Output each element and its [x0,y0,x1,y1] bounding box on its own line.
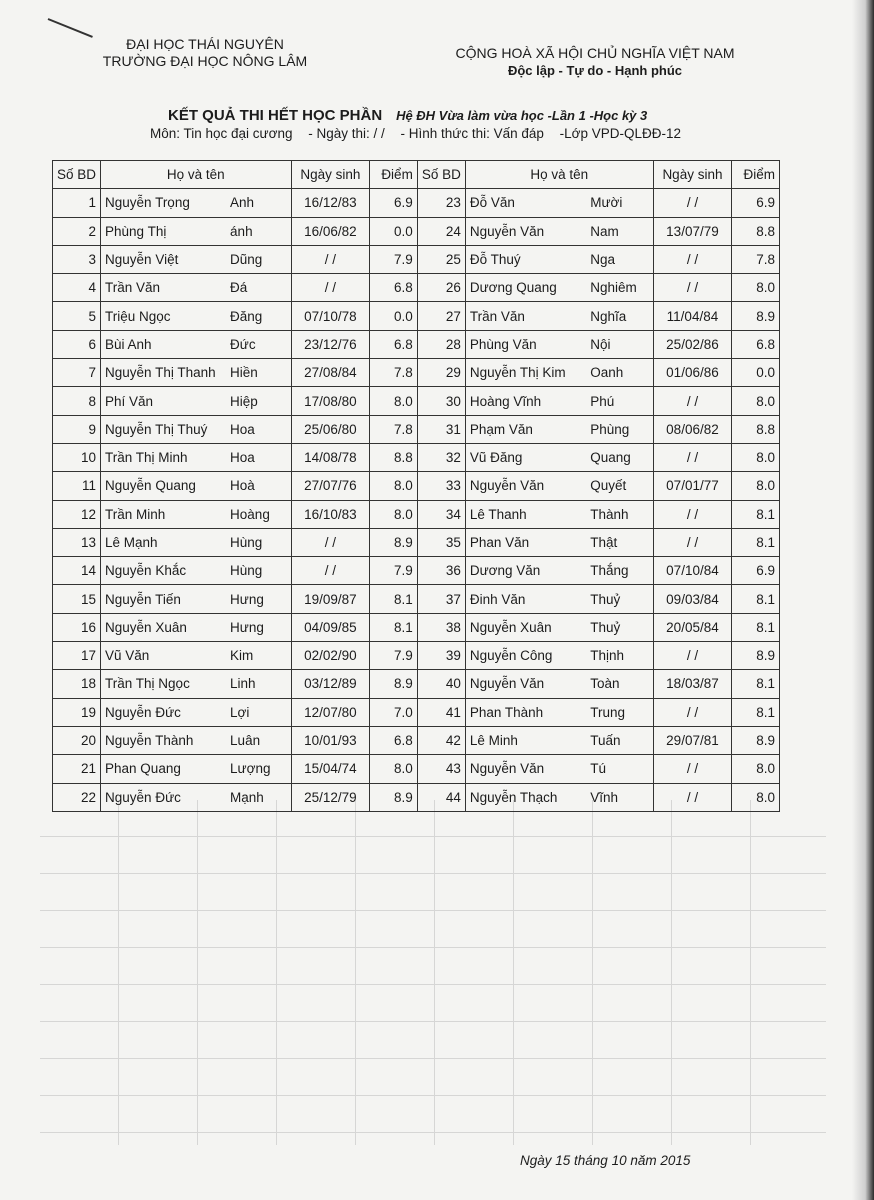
student-number: 43 [417,755,465,783]
student-score: 8.1 [732,500,780,528]
student-score: 8.0 [370,755,418,783]
student-number: 31 [417,415,465,443]
student-given-name: Quyết [586,472,653,500]
table-row [53,585,780,613]
student-dob: / / [653,274,732,302]
student-family-name: Lê Mạnh [101,528,227,556]
student-family-name: Nguyễn Thị Kim [465,359,586,387]
student-family-name: Nguyễn Tiến [101,585,227,613]
student-number: 30 [417,387,465,415]
student-given-name: Đức [226,330,291,358]
student-family-name: Nguyễn Xuân [101,613,227,641]
student-given-name: Nghĩa [586,302,653,330]
student-number: 23 [417,189,465,217]
table-row [53,245,780,273]
student-dob: 27/08/84 [291,359,370,387]
student-dob: / / [653,755,732,783]
student-given-name: Hưng [226,585,291,613]
student-score: 8.9 [370,783,418,811]
student-score: 8.0 [732,783,780,811]
student-given-name: Thuỷ [586,585,653,613]
student-score: 7.9 [370,245,418,273]
title-sub: Hệ ĐH Vừa làm vừa học -Lần 1 -Học kỳ 3 [396,108,648,123]
student-given-name: Kim [226,642,291,670]
table-header-row [53,161,780,189]
table-row [53,500,780,528]
student-family-name: Nguyễn Xuân [465,613,586,641]
table-row [53,387,780,415]
student-dob: 16/12/83 [291,189,370,217]
student-family-name: Dương Quang [465,274,586,302]
student-dob: / / [653,528,732,556]
student-number: 5 [53,302,101,330]
student-family-name: Đỗ Thuý [465,245,586,273]
student-score: 8.1 [370,613,418,641]
student-dob: 25/06/80 [291,415,370,443]
student-score: 8.0 [732,443,780,471]
student-number: 28 [417,330,465,358]
student-family-name: Phí Văn [101,387,227,415]
student-dob: 13/07/79 [653,217,732,245]
student-family-name: Đinh Văn [465,585,586,613]
table-row [53,557,780,585]
student-dob: 07/01/77 [653,472,732,500]
student-score: 8.9 [370,670,418,698]
col-header-score: Điểm [370,161,418,189]
student-family-name: Trần Thị Minh [101,443,227,471]
col-header-score: Điểm [732,161,780,189]
student-given-name: Oanh [586,359,653,387]
student-number: 41 [417,698,465,726]
student-score: 8.0 [370,500,418,528]
exam-format-label: - Hình thức thi: Vấn đáp [400,126,544,141]
student-score: 8.1 [732,698,780,726]
student-number: 16 [53,613,101,641]
results-table [52,160,780,812]
table-row [53,783,780,811]
header-right [440,44,750,80]
student-dob: / / [291,245,370,273]
subject-label: Môn: Tin học đại cương [150,126,293,141]
student-given-name: Toàn [586,670,653,698]
student-family-name: Nguyễn Việt [101,245,227,273]
student-score: 8.8 [732,217,780,245]
student-given-name: Hiệp [226,387,291,415]
university-name: ĐẠI HỌC THÁI NGUYÊN [126,36,284,52]
student-score: 8.9 [732,726,780,754]
student-number: 33 [417,472,465,500]
student-number: 27 [417,302,465,330]
student-given-name: Thành [586,500,653,528]
student-family-name: Lê Thanh [465,500,586,528]
student-score: 8.0 [732,472,780,500]
student-score: 8.9 [732,642,780,670]
student-dob: / / [291,557,370,585]
student-score: 7.8 [732,245,780,273]
document-title [168,107,647,124]
table-row [53,472,780,500]
student-number: 8 [53,387,101,415]
student-dob: / / [653,783,732,811]
table-row [53,359,780,387]
student-dob: 27/07/76 [291,472,370,500]
student-given-name: Lợi [226,698,291,726]
student-family-name: Trần Văn [465,302,586,330]
student-family-name: Nguyễn Văn [465,670,586,698]
school-name: TRƯỜNG ĐẠI HỌC NÔNG LÂM [102,53,308,69]
student-score: 8.0 [732,387,780,415]
col-header-dob: Ngày sinh [653,161,732,189]
bleed-through-table [40,800,826,1145]
student-family-name: Vũ Đăng [465,443,586,471]
student-given-name: Vĩnh [586,783,653,811]
country-name: CỘNG HOÀ XÃ HỘI CHỦ NGHĨA VIỆT NAM [455,45,735,61]
table-row [53,415,780,443]
student-number: 6 [53,330,101,358]
student-given-name: Tuấn [586,726,653,754]
student-family-name: Nguyễn Khắc [101,557,227,585]
table-body [53,189,780,812]
student-given-name: Nội [586,330,653,358]
table-row [53,189,780,217]
exam-info [150,126,693,141]
student-family-name: Đỗ Văn [465,189,586,217]
student-score: 6.9 [370,189,418,217]
student-score: 0.0 [370,302,418,330]
student-number: 22 [53,783,101,811]
scan-edge-shadow [852,0,874,1200]
student-given-name: ánh [226,217,291,245]
student-family-name: Nguyễn Văn [465,217,586,245]
student-family-name: Nguyễn Thành [101,726,227,754]
student-score: 8.1 [732,528,780,556]
student-family-name: Phùng Văn [465,330,586,358]
table-row [53,698,780,726]
student-family-name: Nguyễn Văn [465,472,586,500]
student-dob: 23/12/76 [291,330,370,358]
col-header-num: Số BD [417,161,465,189]
student-dob: / / [291,274,370,302]
student-score: 8.1 [732,613,780,641]
student-dob: 19/09/87 [291,585,370,613]
table-row [53,726,780,754]
student-dob: / / [653,245,732,273]
student-dob: 02/02/90 [291,642,370,670]
student-dob: 14/08/78 [291,443,370,471]
student-given-name: Phùng [586,415,653,443]
student-given-name: Đá [226,274,291,302]
student-score: 6.9 [732,189,780,217]
student-given-name: Thuỷ [586,613,653,641]
student-number: 12 [53,500,101,528]
student-family-name: Dương Văn [465,557,586,585]
table-row [53,302,780,330]
col-header-num: Số BD [53,161,101,189]
student-score: 0.0 [732,359,780,387]
footer-date: Ngày 15 tháng 10 năm 2015 [520,1153,691,1168]
student-score: 8.1 [370,585,418,613]
student-family-name: Nguyễn Thạch [465,783,586,811]
student-given-name: Hưng [226,613,291,641]
student-number: 36 [417,557,465,585]
student-dob: 07/10/84 [653,557,732,585]
student-family-name: Bùi Anh [101,330,227,358]
student-given-name: Hoa [226,443,291,471]
student-number: 42 [417,726,465,754]
student-dob: / / [653,500,732,528]
student-dob: 25/02/86 [653,330,732,358]
student-given-name: Hùng [226,528,291,556]
student-dob: / / [653,189,732,217]
student-score: 8.8 [732,415,780,443]
student-family-name: Triệu Ngọc [101,302,227,330]
student-score: 8.8 [370,443,418,471]
student-dob: 09/03/84 [653,585,732,613]
student-score: 7.9 [370,557,418,585]
student-number: 7 [53,359,101,387]
table-row [53,670,780,698]
student-dob: / / [653,443,732,471]
student-number: 18 [53,670,101,698]
student-score: 8.0 [732,755,780,783]
student-given-name: Dũng [226,245,291,273]
student-family-name: Trần Thị Ngọc [101,670,227,698]
pen-mark [48,18,93,38]
table-row [53,217,780,245]
student-given-name: Nghiêm [586,274,653,302]
table-row [53,330,780,358]
student-score: 7.9 [370,642,418,670]
col-header-name: Họ và tên [101,161,292,189]
student-given-name: Tú [586,755,653,783]
student-family-name: Vũ Văn [101,642,227,670]
student-number: 34 [417,500,465,528]
table-row [53,274,780,302]
student-dob: / / [291,528,370,556]
class-label: -Lớp VPD-QLĐĐ-12 [559,126,682,141]
student-dob: 10/01/93 [291,726,370,754]
student-number: 10 [53,443,101,471]
student-dob: 11/04/84 [653,302,732,330]
student-number: 26 [417,274,465,302]
student-dob: 03/12/89 [291,670,370,698]
student-dob: 16/10/83 [291,500,370,528]
student-given-name: Hùng [226,557,291,585]
student-number: 24 [417,217,465,245]
student-dob: / / [653,698,732,726]
header-left [100,36,310,70]
table-row [53,528,780,556]
student-family-name: Nguyễn Đức [101,783,227,811]
table-row [53,443,780,471]
student-family-name: Phùng Thị [101,217,227,245]
student-number: 1 [53,189,101,217]
student-given-name: Mười [586,189,653,217]
student-number: 4 [53,274,101,302]
student-number: 20 [53,726,101,754]
student-given-name: Lượng [226,755,291,783]
student-number: 29 [417,359,465,387]
student-score: 6.8 [370,330,418,358]
student-dob: / / [653,642,732,670]
student-dob: 18/03/87 [653,670,732,698]
student-given-name: Mạnh [226,783,291,811]
student-score: 8.0 [370,387,418,415]
student-given-name: Hoa [226,415,291,443]
student-score: 8.9 [370,528,418,556]
student-family-name: Phan Quang [101,755,227,783]
student-family-name: Phạm Văn [465,415,586,443]
student-given-name: Luân [226,726,291,754]
student-score: 7.0 [370,698,418,726]
student-score: 0.0 [370,217,418,245]
student-family-name: Nguyễn Thị Thanh [101,359,227,387]
student-number: 11 [53,472,101,500]
table-row [53,755,780,783]
student-family-name: Nguyễn Thị Thuý [101,415,227,443]
student-family-name: Nguyễn Công [465,642,586,670]
student-family-name: Trần Văn [101,274,227,302]
student-score: 8.0 [370,472,418,500]
student-family-name: Phan Thành [465,698,586,726]
student-given-name: Đăng [226,302,291,330]
student-dob: 17/08/80 [291,387,370,415]
student-score: 8.9 [732,302,780,330]
student-dob: 01/06/86 [653,359,732,387]
student-number: 32 [417,443,465,471]
student-score: 8.0 [732,274,780,302]
student-score: 7.8 [370,359,418,387]
student-number: 2 [53,217,101,245]
col-header-dob: Ngày sinh [291,161,370,189]
student-given-name: Phú [586,387,653,415]
student-given-name: Nga [586,245,653,273]
student-score: 6.8 [370,274,418,302]
exam-date-label: - Ngày thi: / / [308,126,385,141]
student-given-name: Hoàng [226,500,291,528]
title-main: KẾT QUẢ THI HẾT HỌC PHẦN [168,107,383,124]
student-score: 6.9 [732,557,780,585]
student-score: 6.8 [370,726,418,754]
student-family-name: Nguyễn Trọng [101,189,227,217]
student-dob: 15/04/74 [291,755,370,783]
student-number: 3 [53,245,101,273]
student-given-name: Thịnh [586,642,653,670]
student-number: 39 [417,642,465,670]
student-score: 6.8 [732,330,780,358]
student-given-name: Thật [586,528,653,556]
student-number: 40 [417,670,465,698]
student-number: 19 [53,698,101,726]
table-row [53,642,780,670]
student-number: 35 [417,528,465,556]
student-number: 25 [417,245,465,273]
student-number: 9 [53,415,101,443]
student-given-name: Quang [586,443,653,471]
student-dob: 04/09/85 [291,613,370,641]
student-score: 8.1 [732,670,780,698]
student-score: 7.8 [370,415,418,443]
student-number: 14 [53,557,101,585]
student-given-name: Linh [226,670,291,698]
student-number: 21 [53,755,101,783]
national-motto: Độc lập - Tự do - Hạnh phúc [507,63,683,78]
student-given-name: Nam [586,217,653,245]
student-family-name: Hoàng Vĩnh [465,387,586,415]
student-given-name: Hiền [226,359,291,387]
student-dob: 08/06/82 [653,415,732,443]
student-dob: 29/07/81 [653,726,732,754]
student-dob: 20/05/84 [653,613,732,641]
student-dob: 16/06/82 [291,217,370,245]
student-dob: / / [653,387,732,415]
student-family-name: Nguyễn Quang [101,472,227,500]
student-family-name: Nguyễn Văn [465,755,586,783]
student-number: 15 [53,585,101,613]
student-dob: 07/10/78 [291,302,370,330]
student-given-name: Trung [586,698,653,726]
student-dob: 25/12/79 [291,783,370,811]
student-family-name: Lê Minh [465,726,586,754]
student-given-name: Anh [226,189,291,217]
col-header-name: Họ và tên [465,161,653,189]
table-row [53,613,780,641]
student-family-name: Nguyễn Đức [101,698,227,726]
student-number: 17 [53,642,101,670]
student-number: 38 [417,613,465,641]
student-dob: 12/07/80 [291,698,370,726]
student-family-name: Phan Văn [465,528,586,556]
student-number: 37 [417,585,465,613]
student-score: 8.1 [732,585,780,613]
student-family-name: Trần Minh [101,500,227,528]
student-number: 44 [417,783,465,811]
student-given-name: Thắng [586,557,653,585]
student-given-name: Hoà [226,472,291,500]
student-number: 13 [53,528,101,556]
